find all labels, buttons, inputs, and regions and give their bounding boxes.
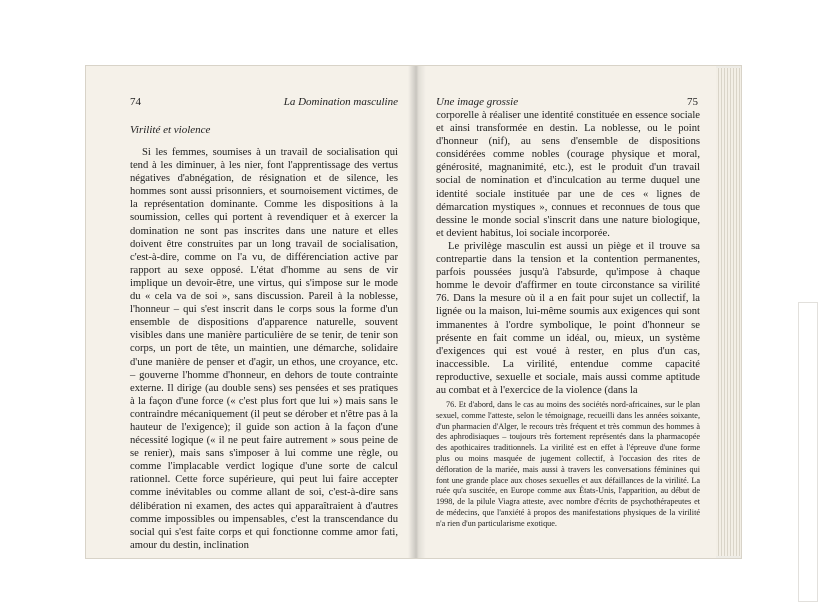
left-page: [86, 66, 417, 558]
right-page-number: 75: [687, 96, 698, 108]
bookmark-slip: [798, 302, 818, 602]
right-running-head: Une image grossie: [436, 96, 519, 108]
left-body-text: [130, 146, 398, 552]
right-page: [416, 66, 716, 558]
right-body-text: [436, 109, 700, 397]
right-paragraph-2: Le privilège masculin est aussi un piège et il trouve sa contrepartie dans la tension et la contention permanentes, parfois poussées jusqu'à l'absurde, qu'impose à chaque homme le devoir d'affirmer en toute circonstance sa virilité 76. Dans la mesure où il a en fait pour sujet un collectif, la lignée ou la maison, lui-même soumis aux exigences qui sont immanentes à l'ordre symbolique, le point d'honneur se présente en fait comme un idéal, ou, mieux, un système d'exigences qui est voué à rester, en plus d'un cas, inaccessible. La virilité, entendue comme capacité reproductive, sexuelle et sociale, mais aussi comme aptitude au combat et à l'exercice de la violence (dans la: [436, 240, 700, 396]
right-paragraph-1: corporelle à réaliser une identité constituée en essence sociale et ainsi transformée en destin. La noblesse, ou le point d'honneur (nif), au sens d'ensemble de dispositions considérées comme nobles (courage physique et moral, générosité, magnanimité, etc.), est le produit d'un travail social de nomination et d'inculcation au terme duquel une identité sociale instituée par une de ces « lignes de démarcation mystiques », connues et reconnues de tous que dessine le monde social s'inscrit dans une nature biologique, et devient habitus, loi sociale incorporée.: [436, 110, 700, 239]
left-running-head: La Domination masculine: [283, 96, 398, 108]
footnote: [436, 400, 700, 530]
left-page-number: 74: [130, 96, 141, 108]
left-paragraph: Si les femmes, soumises à un travail de socialisation qui tend à les diminuer, à les nier, font l'apprentissage des vertus négatives d'abnégation, de résignation et de silence, les hommes sont aussi prisonniers, et sournoisement victimes, de la représentation dominante. Comme les dispositions à la soumission, celles qui portent à revendiquer et à exercer la domination ne sont pas inscrites dans une nature et elles doivent être construites par un long travail de socialisation, c'est-à-dire, comme on l'a vu, de différenciation active par rapport au sexe opposé. L'état d'homme au sens de vir implique un devoir-être, une virtus, qui s'impose sur le mode du « cela va de soi », sans discussion. Pareil à la noblesse, l'honneur – qui s'est inscrit dans le corps sous la forme d'un ensemble de dispositions d'apparence naturelle, souvent visibles dans une manière particulière de se tenir, de tenir son corps, un port de tête, un maintien, une démarche, solidaire d'une manière de penser et d'agir, un ethos, une croyance, etc. – gouverne l'homme d'honneur, en dehors de toute contrainte externe. Il dirige (au double sens) ses pensées et ses pratiques à la façon d'une force (« c'est plus fort que lui ») mais sans le contraindre mécaniquement (il peut se dérober et n'être pas à la hauteur de l'exigence); il guide son action à la façon d'une nécessité logique (« il ne peut faire autrement » sous peine de se renier), mais sans s'imposer à lui comme une règle, ou comme l'implacable verdict logique d'une sorte de calcul rationnel. Cette force supérieure, qui peut lui faire accepter comme inévitables ou comme allant de soi, c'est-à-dire sans délibération ni examen, des actes qui apparaîtraient à d'autres comme impossibles ou impensables, c'est la transcendance du social qui s'est faite corps et qui fonctionne comme amor fati, amour du destin, inclination: [130, 147, 398, 551]
section-title: Virilité et violence: [130, 124, 211, 136]
open-book: [86, 66, 741, 558]
footnote-text: 76. Et d'abord, dans le cas au moins des sociétés nord-africaines, sur le plan sexuel, comme l'atteste, selon le témoignage, recueilli dans les années soixante, d'un pharmacien d'Alger, le recours très fréquent et très commun des hommes à des aphrodisiaques – toujours très fortement représentés dans la pharmacopée des apothicaires traditionnels. La virilité est en effet à l'épreuve d'une forme plus ou moins masquée de jugement collectif, à l'occasion des rites de défloration de la mariée, mais aussi à travers les conversations féminines qui font une grande place aux choses sexuelles et aux défaillances de la virilité. La ruée qu'a suscitée, en Europe comme aux États-Unis, l'apparition, au début de 1998, de la pilule Viagra atteste, avec nombre d'écrits de psychothérapeutes et de médecins, que l'anxiété à propos des manifestations physiques de la virilité n'a rien d'un particularisme exotique.: [436, 400, 700, 528]
page-edges: [716, 68, 741, 556]
